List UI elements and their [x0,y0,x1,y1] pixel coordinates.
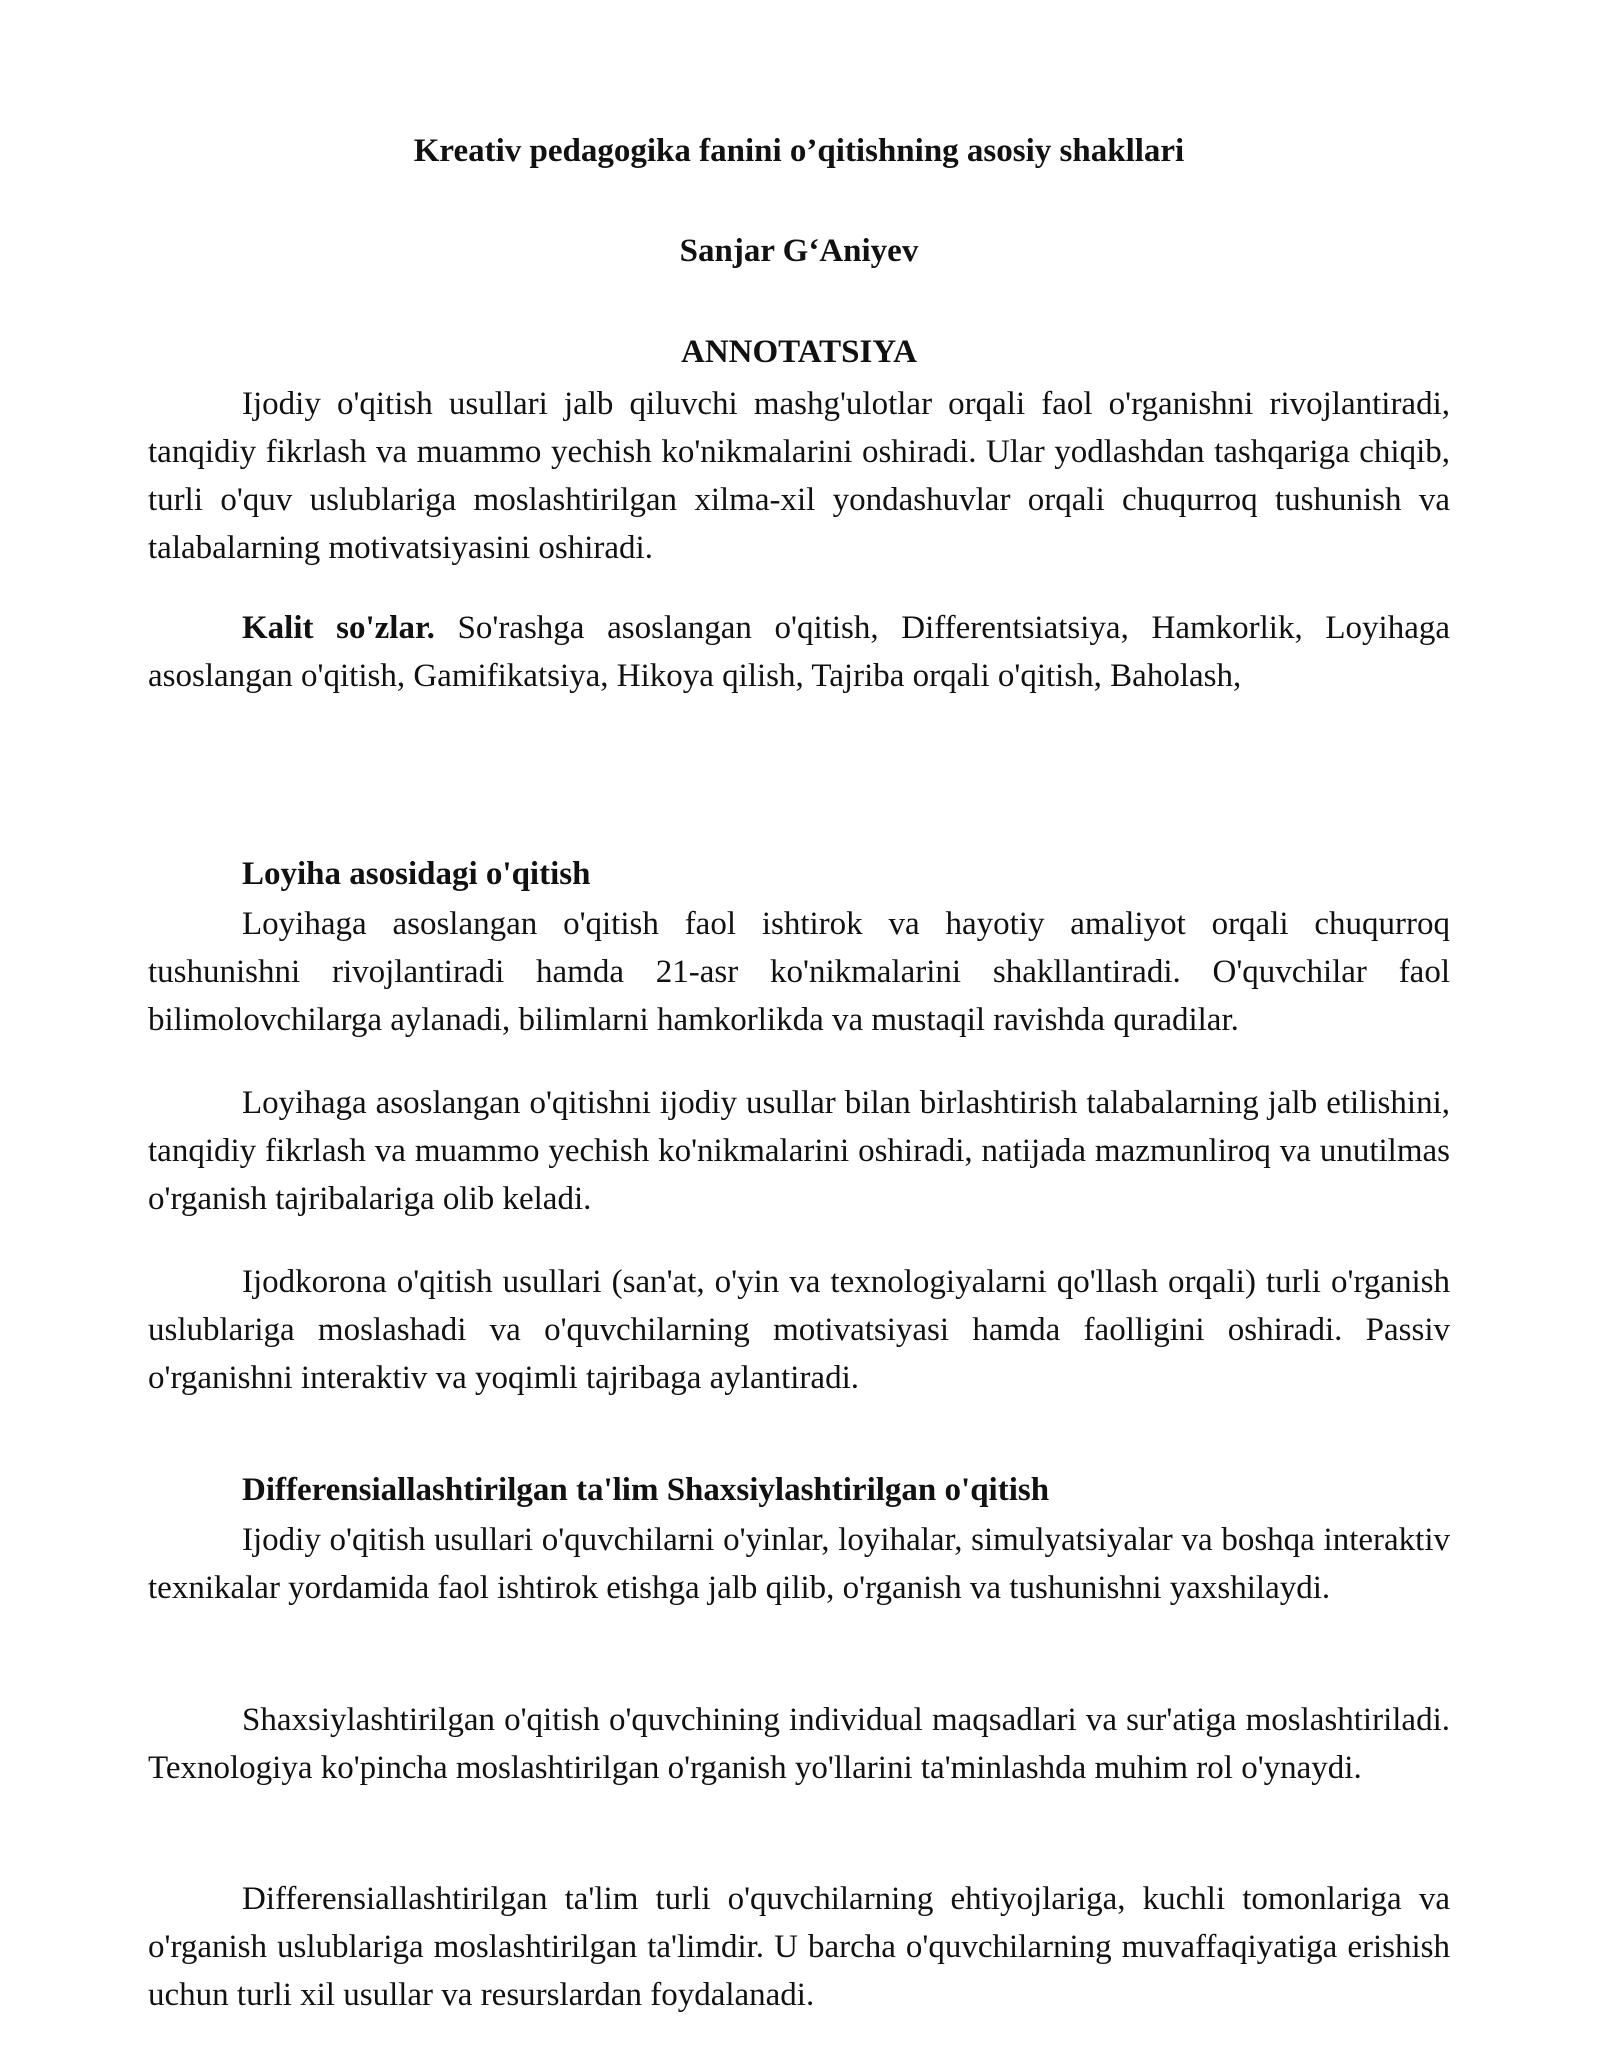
keywords-paragraph [148,604,1450,700]
author-name: Sanjar G‘Aniyev [679,233,919,269]
paper-title: Kreativ pedagogika fanini o’qitishning asosiy shakllari [413,133,1185,169]
section2-paragraph-1: Ijodiy o'qitish usullari o'quvchilarni o'yinlar, loyihalar, simulyatsiyalar va boshqa interaktiv texnikalar yordamida faol ishtirok etishga jalb qilib, o'rganish va tushunishni yaxshilaydi. [148,1522,1450,1606]
section1-paragraph-1: Loyihaga asoslangan o'qitish faol ishtirok va hayotiy amaliyot orqali chuqurroq tushunishni rivojlantiradi hamda 21-asr ko'nikmalarini shakllantiradi. O'quvchilar faol bilimolovchilarga aylanadi, bilimlarni hamkorlikda va mustaqil ravishda quradilar. [148,906,1450,1038]
section1-paragraph-2: Loyihaga asoslangan o'qitishni ijodiy usullar bilan birlashtirish talabalarning jalb etilishini, tanqidiy fikrlash va muammo yechish ko'nikmalarini oshiradi, natijada mazmunliroq va unutilmas o'rganish tajribalariga olib keladi. [148,1085,1450,1217]
section2-paragraph-3: Differensiallashtirilgan ta'lim turli o'quvchilarning ehtiyojlariga, kuchli tomonlariga va o'rganish uslublariga moslashtirilgan ta'limdir. U barcha o'quvchilarning muvaffaqiyatiga erishish uchun turli xil usullar va resurslardan foydalanadi. [148,1881,1450,2013]
keywords-label: Kalit so'zlar. [242,610,435,646]
abstract-paragraph: Ijodiy o'qitish usullari jalb qiluvchi mashg'ulotlar orqali faol o'rganishni rivojlantiradi, tanqidiy fikrlash va muammo yechish ko'nikmalarini oshiradi. Ular yodlashdan tashqariga chiqib, turli o'quv uslublariga moslashtirilgan xilma-xil yondashuvlar orqali chuqurroq tushunish va talabalarning motivatsiyasini oshiradi. [148,386,1450,566]
section-heading-differentiated-learning: Differensiallashtirilgan ta'lim Shaxsiylashtirilgan o'qitish [242,1472,1050,1508]
abstract-heading: ANNOTATSIYA [681,334,917,370]
section1-paragraph-3: Ijodkorona o'qitish usullari (san'at, o'yin va texnologiyalarni qo'llash orqali) turli o'rganish uslublariga moslashadi va o'quvchilarning motivatsiyasi hamda faolligini oshiradi. Passiv o'rganishni interaktiv va yoqimli tajribaga aylantiradi. [148,1264,1450,1396]
keywords-text: So'rashga asoslangan o'qitish, Differentsiatsiya, Hamkorlik, Loyihaga asoslangan o'qitish, Gamifikatsiya, Hikoya qilish, Tajriba orqali o'qitish, Baholash, [148,610,1450,694]
section-heading-project-learning: Loyiha asosidagi o'qitish [242,856,591,892]
section2-paragraph-2: Shaxsiylashtirilgan o'qitish o'quvchining individual maqsadlari va sur'atiga moslashtiriladi. Texnologiya ko'pincha moslashtirilgan o'rganish yo'llarini ta'minlashda muhim rol o'ynaydi. [148,1702,1450,1786]
